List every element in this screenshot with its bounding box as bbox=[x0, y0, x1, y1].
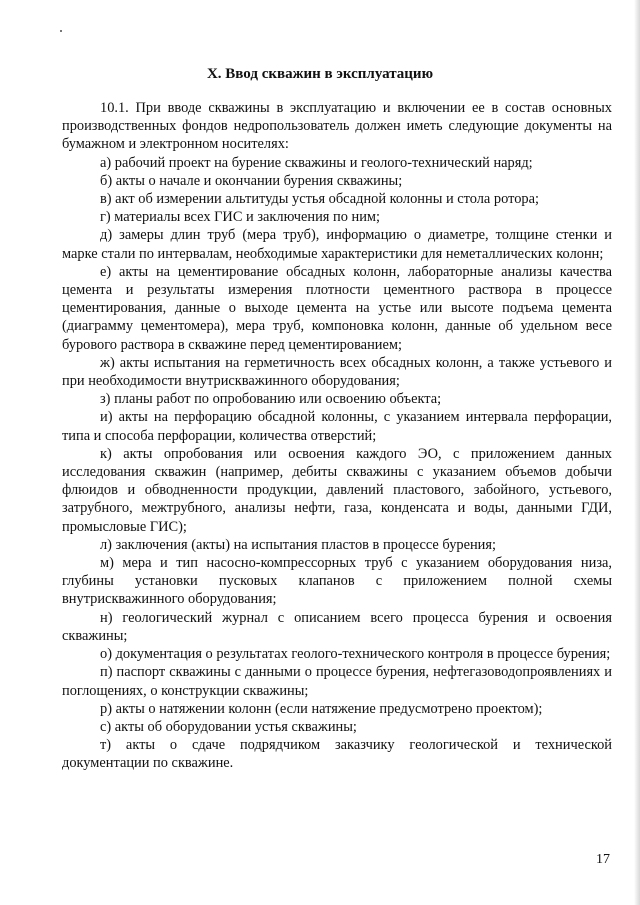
list-item-l: л) заключения (акты) на испытания пластов в процессе бурения; bbox=[100, 536, 496, 553]
list-item-a: а) рабочий проект на бурение скважины и геолого-технический наряд; bbox=[100, 154, 533, 171]
list-item-k: к) акты опробования или освоения каждого ЭО, с приложением данных исследования скважин (например, дебиты скважины с указанием объемов добычи флюидов и обводненности продукции, давлений пластового, забойного, устьевого, затрубного, межтрубного, анализы нефти, газа, конденсата и воды, данными ГДИ, промысловые ГИС); bbox=[62, 445, 612, 535]
list-item-r: р) акты о натяжении колонн (если натяжение предусмотрено проектом); bbox=[100, 700, 543, 717]
page-number: 17 bbox=[596, 852, 610, 867]
list-item-g: г) материалы всех ГИС и заключения по ним; bbox=[100, 209, 381, 226]
list-item-t: т) акты о сдаче подрядчиком заказчику геологической и технической документации по скважине. bbox=[62, 737, 612, 772]
list-item-o: о) документация о результатах геолого-технического контроля в процессе бурения; bbox=[100, 646, 611, 663]
list-item-m: м) мера и тип насосно-компрессорных труб с указанием оборудования низа, глубины установки пусковых клапанов с приложением полной схемы внутрискважинного оборудования; bbox=[62, 555, 612, 608]
document-body bbox=[62, 99, 612, 773]
page-edge-shadow bbox=[634, 0, 640, 905]
list-item-v: в) акт об измерении альтитуды устья обсадной колонны и стола ротора; bbox=[100, 191, 539, 208]
scan-speck bbox=[60, 30, 62, 32]
list-item-s: с) акты об оборудовании устья скважины; bbox=[100, 718, 357, 735]
list-item-z: з) планы работ по опробованию или освоению объекта; bbox=[100, 391, 442, 408]
list-item-e: е) акты на цементирование обсадных колонн, лабораторные анализы качества цемента и результаты измерения плотности цементного раствора в процессе цементирования, данные о выходе цемента на устье или высоте подъема цемента (диаграмму цементомера), мера труб, компоновка колонн, данные об удельном весе бурового раствора в скважине перед цементированием; bbox=[62, 263, 612, 353]
list-item-i: и) акты на перфорацию обсадной колонны, с указанием интервала перфорации, типа и способа перфорации, количества отверстий; bbox=[62, 409, 612, 444]
list-item-d: д) замеры длин труб (мера труб), информацию о диаметре, толщине стенки и марке стали по интервалам, необходимые характеристики для неметаллических колонн; bbox=[62, 227, 612, 262]
list-item-zh: ж) акты испытания на герметичность всех обсадных колонн, а также устьевого и при необходимости внутрискважинного оборудования; bbox=[62, 354, 612, 390]
list-item-b: б) акты о начале и окончании бурения скважины; bbox=[100, 172, 403, 189]
paragraph-intro: 10.1. При вводе скважины в эксплуатацию и включении ее в состав основных производственных фондов недропользователь должен иметь следующие документы на бумажном и электронном носителях: bbox=[62, 100, 612, 153]
section-title: X. Ввод скважин в эксплуатацию bbox=[206, 66, 434, 82]
list-item-n: н) геологический журнал с описанием всего процесса бурения и освоения скважины; bbox=[62, 609, 612, 644]
list-item-p: п) паспорт скважины с данными о процессе бурения, нефтегазоводопроявлениях и поглощениях, о конструкции скважины; bbox=[62, 664, 612, 699]
